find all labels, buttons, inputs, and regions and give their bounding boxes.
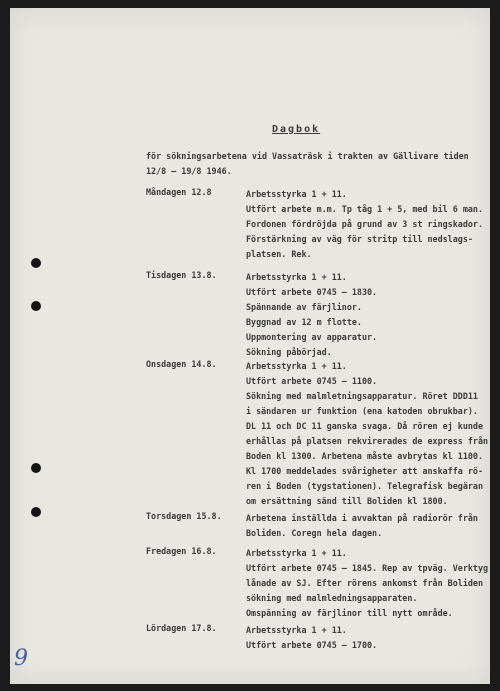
entry-line: om ersättning sänd till Boliden kl 1800. [246,496,448,506]
entry-line: ren i Boden (tygstationen). Telegrafisk begäran [246,481,483,491]
entry-line: Förstärkning av väg för stritp till nedslags- [246,234,473,244]
entry-line: Sökning med malmletningsapparatur. Röret DDD11 [246,391,478,401]
entry-line: platsen. Rek. [246,249,312,259]
document-title: Dagbok [272,124,321,135]
entry-date: Fredagen 16.8. [146,546,217,556]
intro-text: för sökningsarbetena vid Vassaträsk i trakten av Gällivare tiden 12/8 – 19/8 1946. [146,151,469,176]
entry-line: Utfört arbete m.m. Tp tåg 1 + 5, med bil 6 man. [246,204,483,214]
entry-line: lånade av SJ. Efter rörens ankomst från Boliden [246,578,483,588]
entry-line: DL 11 och DC 11 ganska svaga. Då rören ej kunde [246,421,483,431]
handwritten-page-number: 9 [14,646,28,671]
entry-line: Uppmontering av apparatur. [246,332,378,342]
entry-line: Boliden. Coregn hela dagen. [246,528,383,538]
entry-line: Utfört arbete 0745 – 1845. Rep av tpväg. Verktyg [246,563,489,573]
entry-line: i sändaren ur funktion (ena katoden obrukbar). [246,406,478,416]
punch-hole-3 [31,463,41,473]
entry-line: sökning med malmledningsapparaten. [246,593,418,603]
entry-date: Torsdagen 15.8. [146,511,222,521]
entry-line: Kl 1700 meddelades svårigheter att anskaffa rö- [246,466,483,476]
punch-hole-2 [31,301,41,311]
punch-hole-1 [31,258,41,268]
entry-date: Lördagen 17.8. [146,623,217,633]
entry-line: Sökning påbörjad. [246,347,332,357]
entry-lines [246,270,486,360]
entry-line: Utfört arbete 0745 – 1100. [246,376,378,386]
entry-line: erhållas på platsen rekvirerades de express från [246,436,489,446]
entry-line: Boden kl 1300. Arbetena måste avbrytas kl 1100. [246,451,483,461]
entry-line: Arbetena inställda i avvaktan på radiorör från [246,513,478,523]
entry-lines [246,359,489,509]
entry-line: Arbetsstyrka 1 + 11. [246,189,347,199]
entry-lines [246,187,486,262]
entry-lines [246,623,486,653]
entry-line: Fordonen fördröjda på grund av 3 st ringskador. [246,219,483,229]
entry-line: Spännande av färjlinor. [246,302,362,312]
entry-line: Arbetsstyrka 1 + 11. [246,625,347,635]
entry-line: Utfört arbete 0745 – 1830. [246,287,378,297]
entry-date: Måndagen 12.8 [146,187,212,197]
punch-hole-4 [31,507,41,517]
entry-line: Omspänning av färjlinor till nytt område. [246,608,453,618]
entry-line: Arbetsstyrka 1 + 11. [246,361,347,371]
entry-lines [246,546,489,621]
entry-line: Byggnad av 12 m flotte. [246,317,362,327]
entry-date: Tisdagen 13.8. [146,270,217,280]
entry-line: Arbetsstyrka 1 + 11. [246,548,347,558]
entry-date: Onsdagen 14.8. [146,359,217,369]
entry-lines [246,511,486,541]
entry-line: Arbetsstyrka 1 + 11. [246,272,347,282]
entry-line: Utfört arbete 0745 – 1700. [246,640,378,650]
